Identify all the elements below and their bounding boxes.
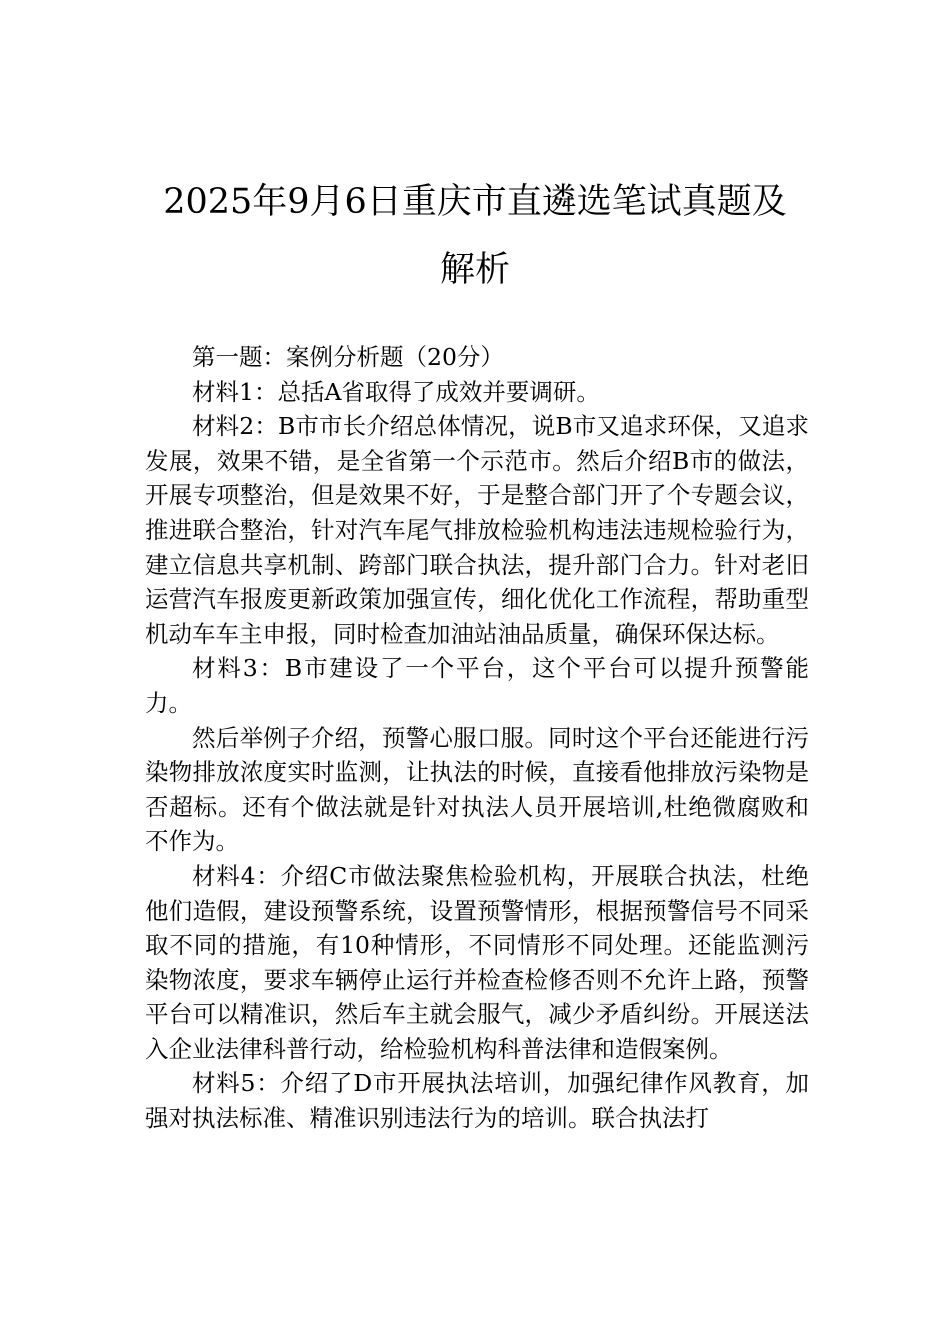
material-4-paragraph: 材料4：介绍C市做法聚焦检验机构，开展联合执法，杜绝他们造假，建设预警系统，设置预警情形，根据预警信号不同采取不同的措施，有10种情形，不同情形不同处理。还能监测污染物浓度，要求车辆停止运行并检查检修否则不允许上路，预警平台可以精准识，然后车主就会服气，减少矛盾纠纷。开展送法入企业法律科普行动，给检验机构科普法律和造假案例。 <box>145 861 809 1063</box>
material-1-paragraph: 材料1：总括A省取得了成效并要调研。 <box>192 377 600 406</box>
material-5-paragraph: 材料5：介绍了D市开展执法培训，加强纪律作风教育，加强对执法标准、精准识别违法行为的培训。联合执法打 <box>145 1069 809 1133</box>
question-heading: 第一题：案例分析题（20分） <box>192 343 504 371</box>
material-2-paragraph: 材料2：B市市长介绍总体情况，说B市又追求环保，又追求发展，效果不错，是全省第一个示范市。然后介绍B市的做法，开展专项整治，但是效果不好，于是整合部门开了个专题会议，推进联合整治，针对汽车尾气排放检验机构违法违规检验行为，建立信息共享机制、跨部门联合执法，提升部门合力。针对老旧运营汽车报废更新政策加强宣传，细化优化工作流程，帮助重型机动车车主申报，同时检查加油站油品质量，确保环保达标。 <box>145 412 809 648</box>
material-3-continued-paragraph: 然后举例子介绍，预警心服口服。同时这个平台还能进行污染物排放浓度实时监测，让执法的时候，直接看他排放污染物是否超标。还有个做法就是针对执法人员开展培训,杜绝微腐败和不作为。 <box>145 723 809 856</box>
document-body <box>145 340 809 1136</box>
document-title-line-1: 2025年9月6日重庆市直遴选笔试真题及 <box>163 182 787 222</box>
material-3-paragraph: 材料3：B市建设了一个平台，这个平台可以提升预警能力。 <box>145 654 809 717</box>
document-title-line-2: 解析 <box>439 250 510 290</box>
